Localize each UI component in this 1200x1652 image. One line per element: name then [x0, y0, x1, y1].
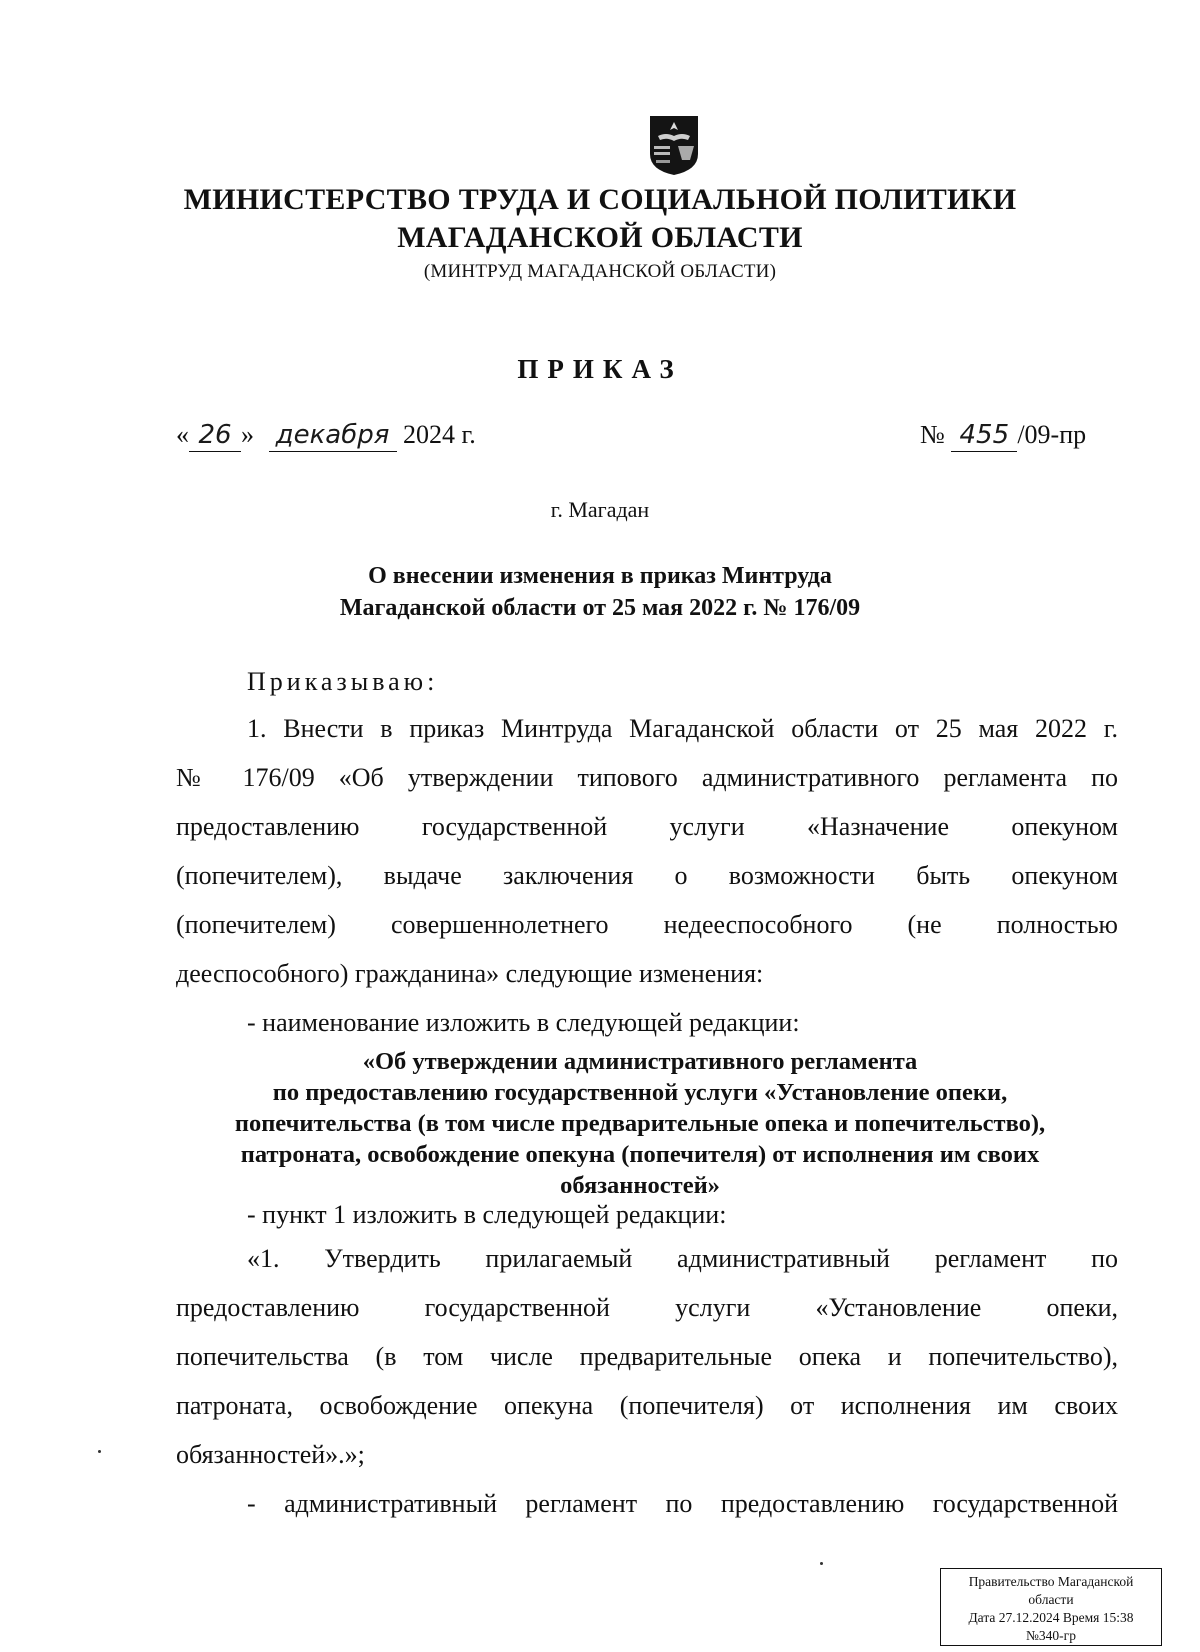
quote-line: патроната, освобождение опекуна (попечителя) от исполнения им своих — [240, 1141, 1040, 1168]
ministry-name-line1: МИНИСТЕРСТВО ТРУДА И СОЦИАЛЬНОЙ ПОЛИТИКИ — [183, 183, 1017, 216]
number-value-handwritten: 455 — [951, 422, 1017, 452]
item-regulation-change: - административный регламент по предоставлению государственной — [247, 1489, 1118, 1518]
order-title-line2: Магаданской области от 25 мая 2022 г. № 176/09 — [339, 595, 861, 621]
paragraph-line: (попечителем) совершеннолетнего недееспособного (не полностью — [176, 910, 1118, 939]
stamp-line: Правительство Магаданской — [968, 1574, 1134, 1589]
order-number — [920, 420, 1086, 452]
ministry-name-line2: МАГАДАНСКОЙ ОБЛАСТИ — [397, 221, 803, 254]
ministry-short-name: (МИНТРУД МАГАДАНСКОЙ ОБЛАСТИ) — [423, 261, 777, 282]
registration-stamp — [940, 1568, 1162, 1646]
paragraph-line: обязанностей».»; — [176, 1440, 365, 1469]
quote-line: попечительства (в том числе предварительные опека и попечительство), — [234, 1110, 1046, 1137]
paragraph-line: 1. Внести в приказ Минтруда Магаданской области от 25 мая 2022 г. — [247, 714, 1118, 743]
quote-line: по предоставлению государственной услуги «Установление опеки, — [272, 1079, 1008, 1106]
stamp-line: Дата 27.12.2024 Время 15:38 — [968, 1610, 1134, 1625]
coat-of-arms-emblem — [644, 114, 704, 176]
quote-line: «Об утверждении административного регламента — [362, 1048, 918, 1075]
paragraph-line: предоставлению государственной услуги «Назначение опекуном — [176, 812, 1118, 841]
paragraph-1 — [176, 704, 1118, 1047]
date-month-handwritten: декабря — [269, 422, 397, 452]
city: г. Магадан — [550, 497, 650, 522]
scan-speck — [98, 1450, 101, 1453]
item-point1-change: - пункт 1 изложить в следующей редакции: — [247, 1200, 727, 1229]
date-close-quote: » — [241, 420, 254, 449]
number-suffix: /09-пр — [1017, 420, 1087, 449]
paragraph-line: (попечителем), выдаче заключения о возможности быть опекуном — [176, 861, 1118, 890]
paragraph-line: дееспособного) гражданина» следующие изменения: — [176, 959, 764, 988]
scan-speck — [820, 1562, 823, 1565]
date-day-handwritten: 26 — [189, 422, 241, 452]
date-year: 2024 г. — [403, 420, 476, 449]
order-word: Приказываю: — [247, 667, 439, 696]
paragraph-line: патроната, освобождение опекуна (попечителя) от исполнения им своих — [176, 1391, 1118, 1420]
document-type: ПРИКАЗ — [517, 354, 683, 384]
number-prefix: № — [920, 420, 945, 449]
quote-line: обязанностей» — [560, 1172, 720, 1199]
order-title-line1: О внесении изменения в приказ Минтруда — [368, 563, 832, 589]
item-name-change: - наименование изложить в следующей редакции: — [247, 1008, 800, 1037]
paragraph-line: «1. Утвердить прилагаемый административный регламент по — [247, 1244, 1118, 1273]
paragraph-line: № 176/09 «Об утверждении типового административного регламента по — [176, 763, 1118, 792]
date-open-quote: « — [176, 420, 189, 449]
paragraph-line: попечительства (в том числе предварительные опека и попечительство), — [176, 1342, 1118, 1371]
paragraph-line: предоставлению государственной услуги «Установление опеки, — [176, 1293, 1118, 1322]
order-date — [176, 420, 476, 452]
paragraph-2 — [176, 1196, 1118, 1528]
stamp-line: области — [1028, 1592, 1074, 1607]
new-title-quote — [160, 1046, 1120, 1201]
stamp-line: №340-гр — [1026, 1628, 1076, 1643]
